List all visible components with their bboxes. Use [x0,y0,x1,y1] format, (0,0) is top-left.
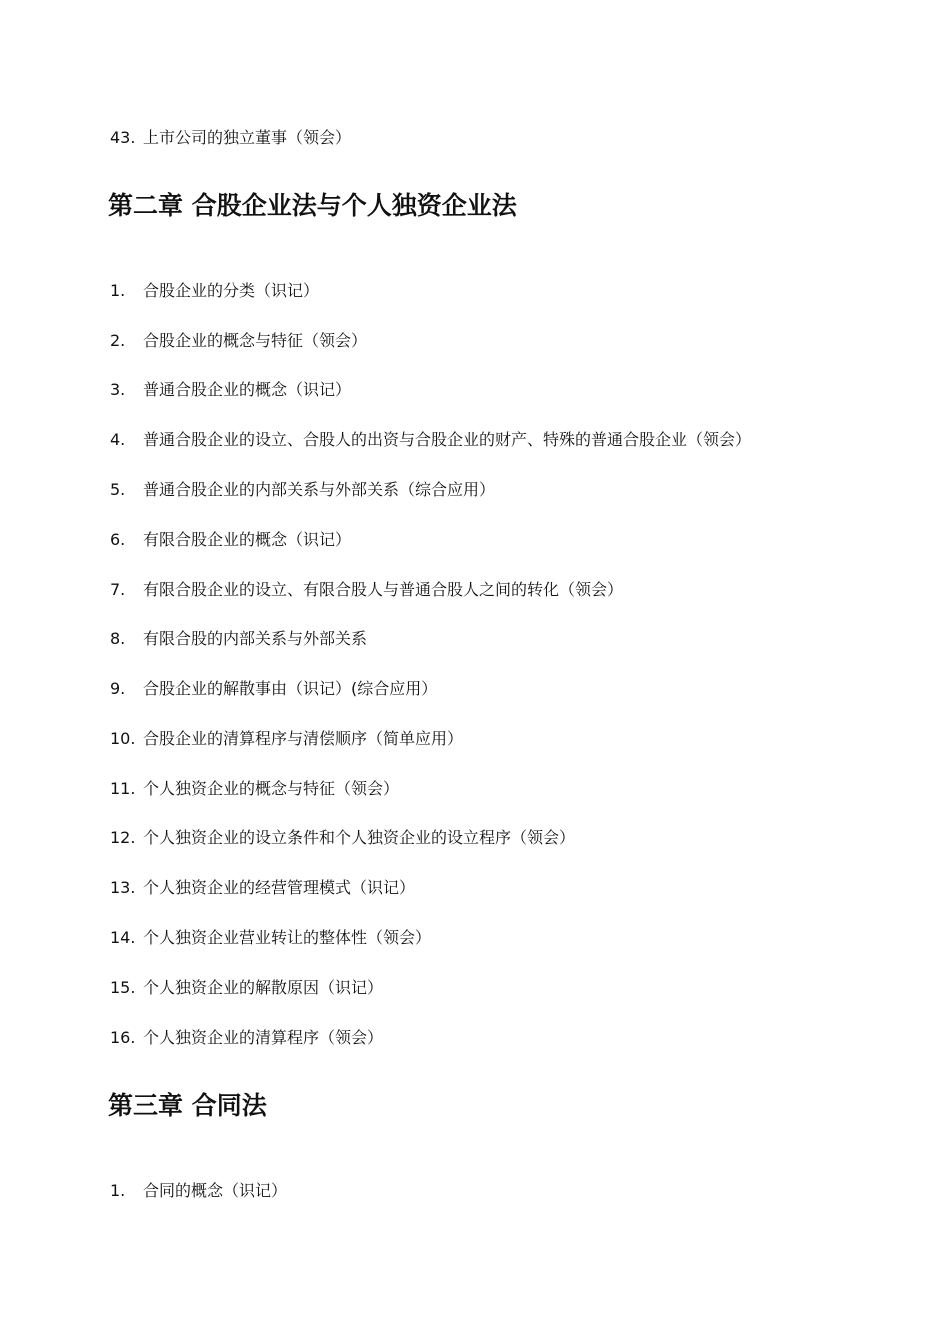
item-number: 15. [110,978,136,997]
item-text: 个人独资企业的设立条件和个人独资企业的设立程序（领会） [143,828,576,847]
item-number: 5. [110,480,126,499]
item-text: 合股企业的清算程序与清偿顺序（简单应用） [143,729,464,748]
list-item [110,530,351,550]
item-text: 普通合股企业的设立、合股人的出资与合股企业的财产、特殊的普通合股企业（领会） [143,430,752,449]
item-text: 个人独资企业营业转让的整体性（领会） [143,928,432,947]
item-text: 普通合股企业的概念（识记） [143,380,352,399]
list-item [110,878,415,898]
chapter-3-heading: 第三章 合同法 [108,1091,267,1120]
item-number: 13. [110,878,136,897]
item-number: 7. [110,580,126,599]
item-number: 10. [110,729,136,748]
item-number: 14. [110,928,136,947]
item-number: 2. [110,331,126,350]
item-text: 合同的概念（识记） [143,1181,288,1200]
item-number: 9. [110,679,126,698]
list-item [110,1028,383,1048]
item-text: 个人独资企业的清算程序（领会） [143,1028,384,1047]
item-text: 合股企业的分类（识记） [143,281,320,300]
item-text: 上市公司的独立董事（领会） [143,128,352,147]
item-number: 43. [110,128,136,147]
list-item [110,580,623,600]
item-text: 普通合股企业的内部关系与外部关系（综合应用） [143,480,496,499]
item-number: 1. [110,281,126,300]
list-item [110,828,575,848]
item-text: 有限合股的内部关系与外部关系 [143,629,368,648]
item-number: 1. [110,1181,126,1200]
item-text: 有限合股企业的概念（识记） [143,530,352,549]
item-number: 11. [110,779,136,798]
item-text: 合股企业的解散事由（识记）(综合应用） [143,679,438,698]
list-item [110,679,437,699]
item-number: 8. [110,629,126,648]
list-item [110,380,351,400]
list-item [110,430,751,450]
list-item [110,128,351,148]
item-number: 16. [110,1028,136,1047]
list-item [110,729,463,749]
item-text: 个人独资企业的解散原因（识记） [143,978,384,997]
list-item [110,480,495,500]
item-text: 个人独资企业的经营管理模式（识记） [143,878,416,897]
item-number: 3. [110,380,126,399]
item-text: 有限合股企业的设立、有限合股人与普通合股人之间的转化（领会） [143,580,624,599]
chapter-2-heading: 第二章 合股企业法与个人独资企业法 [108,191,517,220]
item-number: 6. [110,530,126,549]
list-item [110,629,367,649]
item-text: 合股企业的概念与特征（领会） [143,331,368,350]
list-item [110,978,383,998]
item-number: 12. [110,828,136,847]
item-text: 个人独资企业的概念与特征（领会） [143,779,400,798]
item-number: 4. [110,430,126,449]
list-item [110,1181,287,1201]
list-item [110,928,431,948]
list-item [110,281,319,301]
list-item [110,779,399,799]
list-item [110,331,367,351]
